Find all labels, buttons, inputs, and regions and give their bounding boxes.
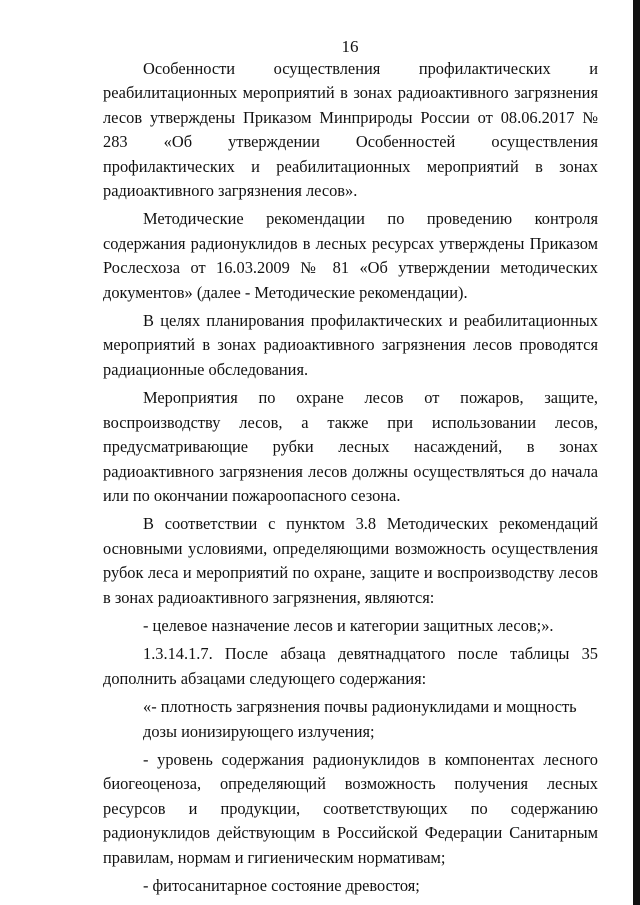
page-number: 16: [341, 37, 359, 56]
paragraph-amendment: 1.3.14.1.7. После абзаца девятнадцатого после таблицы 35 дополнить абзацами следующего содержания:: [103, 644, 598, 688]
list-item-protective-forests: - целевое назначение лесов и категории защитных лесов;».: [143, 615, 554, 635]
list-item-phytosanitary: - фитосанитарное состояние древостоя;: [143, 876, 420, 895]
list-item-soil-contamination: «- плотность загрязнения почвы радионуклидами и мощность дозы ионизирующего излучения;: [143, 697, 577, 741]
paragraph-5: В соответствии с пунктом 3.8 Методических рекомендаций основными условиями, определяющими возможность осуществления рубок леса и мероприятий по охране, защите и воспроизводству лесов в зонах радиоактивного загрязнения, являются:: [103, 514, 598, 607]
list-item-radionuclide-level: - уровень содержания радионуклидов в компонентах лесного биогеоценоза, определяющий возможность получения лесных ресурсов и продукции, соответствующих по содержанию радионуклидов действующим в Российской Федерации Санитарным правилам, нормам и гигиеническим нормативам;: [103, 749, 598, 867]
paragraph-1: Особенности осуществления профилактических и реабилитационных мероприятий в зонах радиоактивного загрязнения лесов утверждены Приказом Минприроды России от 08.06.2017 № 283 «Об утверждении Особенностей осуществления профилактических и реабилитационных мероприятий в зонах радиоактивного загрязнения лесов».: [103, 59, 598, 201]
paragraph-2: Методические рекомендации по проведению контроля содержания радионуклидов в лесных ресурсах утверждены Приказом Рослесхоза от 16.03.2009 № 81 «Об утверждении методических документов» (далее - Методические рекомендации).: [103, 209, 598, 302]
document-body: [103, 57, 598, 902]
paragraph-3: В целях планирования профилактических и реабилитационных мероприятий в зонах радиоактивного загрязнения лесов проводятся радиационные обследования.: [103, 311, 598, 379]
scan-edge: [633, 0, 640, 905]
paragraph-4: Мероприятия по охране лесов от пожаров, защите, воспроизводству лесов, а также при использовании лесов, предусматривающие рубки лесных насаждений, в зонах радиоактивного загрязнения лесов должны осуществляться до начала или по окончании пожароопасного сезона.: [103, 388, 598, 505]
